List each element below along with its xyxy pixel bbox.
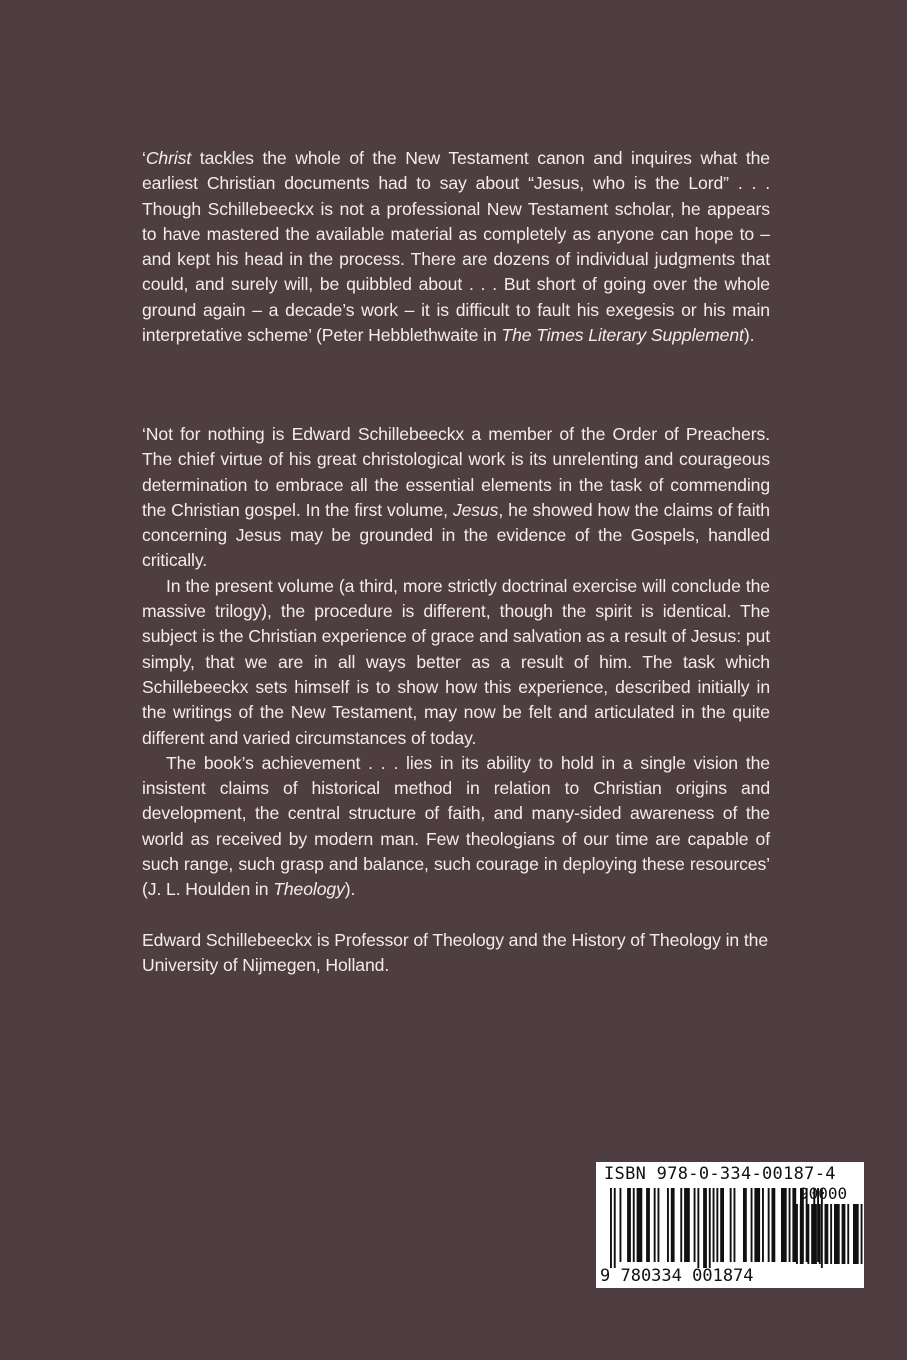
addon-bar	[830, 1204, 832, 1264]
quote-text: ‘Not for nothing is Edward Schillebeeckx a member of the Order of Preachers. The chief virtue of his great christological work is its unrelenting and courageous determination to embrace all the essential elements in the task of commending the Christian gospel. In the first volume,	[142, 424, 770, 520]
quote-text: , he showed how the claims of faith concerning Jesus may be grounded in the evidence of the Gospels, handled critically.	[142, 499, 770, 571]
addon-bar	[842, 1204, 846, 1264]
addon-bar	[811, 1204, 817, 1264]
barcode-bar	[620, 1188, 622, 1262]
barcode-bar	[734, 1188, 736, 1262]
barcode-bar	[713, 1188, 715, 1262]
isbn-label: ISBN 978-0-334-00187-4	[604, 1164, 836, 1184]
isbn-barcode	[596, 1162, 864, 1288]
publication-title: Theology	[273, 879, 345, 900]
barcode-bar	[751, 1188, 753, 1262]
barcode-bar	[646, 1188, 650, 1262]
barcode-bar	[684, 1188, 690, 1262]
quote-text: ).	[743, 325, 755, 346]
barcode-bar	[743, 1188, 747, 1262]
barcode-bar	[768, 1188, 770, 1262]
barcode-bar	[716, 1188, 718, 1262]
price-addon-code: 90000	[799, 1184, 848, 1203]
quote-text: ‘	[142, 148, 146, 168]
barcode-bar	[697, 1188, 699, 1268]
addon-bar	[796, 1204, 798, 1264]
barcode-bar	[671, 1188, 675, 1262]
quote-text: tackles the whole of the New Testament canon and inquires what the earliest Christian documents had to say about “Jesus, who is the Lord” . . . Though Schillebeeckx is not a professional New Testament scholar, he appears to have mastered the available material as completely as anyone can hope to – and kept his head in the process. There are dozens of individual judgments that could, and surely will, be quibbled about . . . But short of going over the whole ground again – a decade’s work – it is difficult to fault his exegesis or his main interpretative scheme’ (Peter Hebblethwaite in	[142, 148, 770, 346]
barcode-bar	[633, 1188, 635, 1262]
barcode-bar	[667, 1188, 669, 1262]
addon-bar	[847, 1204, 849, 1264]
addon-bar	[861, 1204, 863, 1264]
book-title-jesus: Jesus	[452, 499, 499, 520]
barcode-bar	[762, 1188, 764, 1262]
barcode-bar	[789, 1188, 791, 1262]
quote-text: The book’s achievement . . . lies in its ability to hold in a single vision the insistent claims of historical method in relation to Christian origins and development, the central structure of faith, and many-sided awareness of the world as received by modern man. Few theologians of our time are capable of such range, such grasp and balance, such courage in deploying these resources’ (J. L. Houlden in	[142, 752, 770, 900]
quote-paragraph	[142, 146, 770, 348]
barcode-bar	[703, 1188, 707, 1268]
barcode-bar	[781, 1188, 787, 1262]
quote-text: ).	[344, 879, 356, 900]
quote-paragraph: In the present volume (a third, more strictly doctrinal exercise will conclude the massive trilogy), the procedure is different, though the spirit is identical. The subject is the Christian experience of grace and salvation as a result of Jesus: put simply, that we are in all ways better as a result of him. The task which Schillebeeckx sets himself is to show how this experience, described initially in the writings of the New Testament, may now be felt and articulated in the quite different and varied circumstances of today.	[142, 575, 770, 748]
barcode-bar	[680, 1188, 682, 1262]
barcode-bar	[720, 1188, 724, 1262]
publication-title: The Times Literary Supplement	[501, 325, 744, 346]
barcode-bar	[772, 1188, 776, 1262]
barcode-bar	[610, 1188, 612, 1268]
addon-bar	[825, 1204, 829, 1264]
barcode-bar	[658, 1188, 660, 1262]
barcode-bar	[694, 1188, 696, 1262]
barcode-digits: 9 780334 001874	[600, 1266, 754, 1286]
barcode-bar	[654, 1188, 656, 1262]
barcode-bar	[627, 1188, 631, 1262]
barcode-bar	[792, 1188, 796, 1262]
addon-bar	[834, 1204, 840, 1264]
addon-bar	[800, 1204, 804, 1264]
quote-paragraph	[142, 751, 770, 903]
author-bio-text: Edward Schillebeeckx is Professor of Theology and the History of Theology in the University of Nijmegen, Holland.	[142, 930, 769, 976]
quote-paragraph	[142, 422, 770, 574]
review-quote-times-literary-supplement	[142, 146, 770, 348]
addon-bar	[807, 1204, 809, 1264]
barcode-bar	[614, 1188, 616, 1268]
barcode-bar	[637, 1188, 643, 1262]
review-quote-theology	[142, 422, 770, 903]
barcode-bar	[709, 1188, 711, 1268]
author-bio	[142, 928, 770, 979]
addon-bar	[853, 1204, 859, 1264]
book-title-christ: Christ	[145, 148, 192, 168]
addon-bar	[819, 1204, 821, 1264]
barcode-bar	[754, 1188, 760, 1262]
barcode-bar	[730, 1188, 732, 1262]
